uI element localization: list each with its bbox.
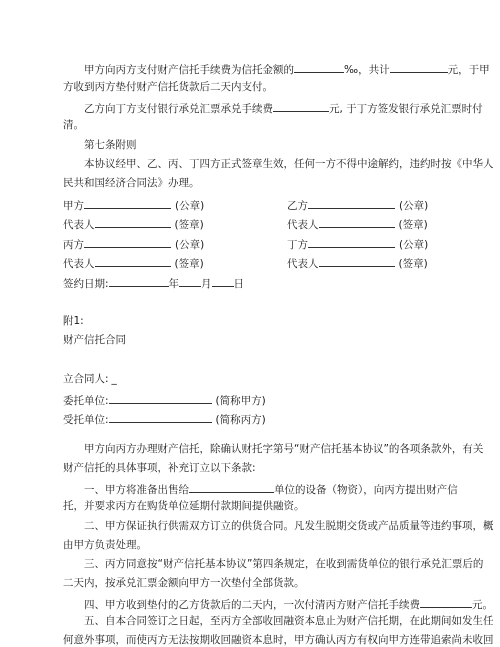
clause-1-line-1: 一、甲方将准备出售给 单位的设备（物资），向丙方提出财产信: [84, 484, 458, 496]
sig-party-jia: 甲方 (公章): [63, 200, 205, 212]
clause-3-line-2: 二天内，按承兑汇票金额向甲方一次垫付全部货款。: [63, 577, 305, 589]
blank-permille: [294, 62, 344, 73]
sig-party-ding: 丁方 (公章): [287, 239, 429, 251]
clause-3-line-1: 三、丙方同意按“财产信托基本协议”第四条规定，在收到需货单位的银行承兑汇票后的: [84, 558, 484, 570]
clause-2-line-2: 由甲方负责处理。: [63, 539, 147, 551]
clause-5-line-2: 何意外事项，而使丙方无法按期收回融资本息时，甲方确认丙方有权向甲方连带追索尚未收回: [63, 634, 494, 646]
trustee-unit: 受托单位: (简称丙方): [63, 414, 266, 426]
clause-5-line-1: 五、自本合同签订之日起，至丙方全部收回融资本息止为财产信托期，在此期间如发生任: [84, 615, 494, 627]
sig-rep-bing: 代表人 (签章): [63, 258, 204, 270]
entrusting-unit: 委托单位: (简称甲方): [63, 395, 266, 407]
blank-total-amount: [390, 62, 448, 73]
blank-trust-fee: [420, 597, 472, 608]
attachment-title: 财产信托合同: [63, 334, 126, 346]
contract-parties: 立合同人: _: [63, 373, 117, 385]
fee-clause-line-1: 甲方向丙方支付财产信托手续费为信托金额的 ‰，共计 元，于甲: [84, 64, 490, 76]
sig-rep-jia: 代表人 (签章): [63, 219, 204, 231]
sig-party-bing: 丙方 (公章): [63, 239, 205, 251]
clause-4-line: 四、甲方收到垫付的乙方货款后的二天内，一次付清丙方财产信托手续费 元。: [84, 599, 493, 611]
clause-2-line-1: 二、甲方保证执行供需双方订立的供货合同。凡发生脱期交货或产品质量等违约事项，概: [84, 520, 494, 532]
blank-acceptance-fee: [273, 101, 329, 112]
clause-1-line-2: 托，并要求丙方在购货单位延期付款期间提供融资。: [63, 500, 305, 512]
attachment-label: 附1:: [63, 315, 84, 327]
acceptance-fee-line-1: 乙方向丁方支付银行承兑汇票承兑手续费 元, 于丁方签发银行承兑汇票时付: [84, 103, 483, 115]
sig-rep-ding: 代表人 (签章): [287, 258, 428, 270]
intro-line-1: 甲方向丙方办理财产信托，除确认财托字第号“财产信托基本协议”的各项条款外，有关: [84, 443, 484, 455]
signing-date: 签约日期: 年 月 日: [63, 278, 245, 290]
fee-clause-text: 甲方向丙方支付财产信托手续费为信托金额的: [84, 64, 294, 76]
fee-clause-line-2: 方收到丙方垫付财产信托货款后二天内支付。: [63, 81, 273, 93]
article-7-heading: 第七条附则: [84, 139, 137, 151]
acceptance-fee-line-2: 清。: [63, 119, 84, 131]
article-7-line-1: 本协议经甲、乙、丙、丁四方正式签章生效，任何一方不得中途解约，违约时按《中华人: [84, 158, 494, 170]
intro-line-2: 财产信托的具体事项，补充订立以下条款:: [63, 462, 256, 474]
sig-rep-yi: 代表人 (签章): [287, 219, 428, 231]
blank-buyer-unit: [189, 482, 274, 493]
article-7-line-2: 民共和国经济合同法》办理。: [63, 177, 200, 189]
sig-party-yi: 乙方 (公章): [287, 200, 429, 212]
